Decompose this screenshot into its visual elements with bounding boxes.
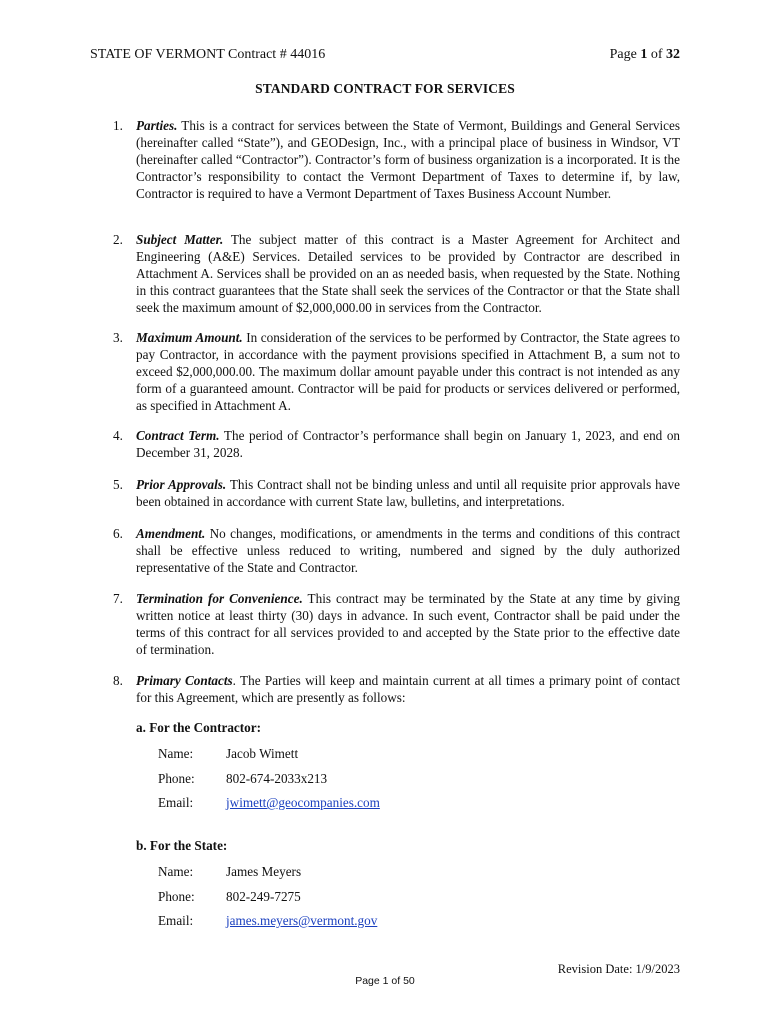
section-primary-contacts (113, 672, 680, 706)
contract-header: STATE OF VERMONT Contract # 44016 (90, 47, 326, 62)
section-subject-matter (113, 231, 680, 316)
state-email-link[interactable]: james.meyers@vermont.gov (226, 913, 378, 928)
section-parties (113, 117, 680, 202)
section-amendment (113, 525, 680, 576)
state-phone: 802-249-7275 (226, 889, 301, 904)
state-name: James Meyers (226, 864, 302, 879)
page-total: 32 (666, 47, 680, 62)
contractor-phone: 802-674-2033x213 (226, 771, 328, 786)
state-email-row (158, 913, 377, 929)
section-lead: Contract Term. (136, 428, 220, 443)
name-label: Name: (158, 746, 194, 761)
section-text: This Contract shall not be binding unless and until all requisite prior approvals have been obtained in accordance with current State law, bulletins, and interpretations. (136, 477, 680, 509)
state-name-row (158, 864, 301, 880)
contractor-name-row (158, 746, 298, 762)
section-lead: Termination for Convenience. (136, 591, 303, 606)
section-lead: Primary Contacts (136, 673, 233, 688)
state-phone-row (158, 889, 301, 905)
section-text: This is a contract for services between the State of Vermont, Buildings and General Services (hereinafter called “State”), and GEODesign, Inc., with a principal place of business in Windsor, VT (hereinafter called “Contractor”). Contractor’s form of business organization is a incorporated. It is the Contractor’s responsibility to contact the Vermont Department of Taxes to determine if, by law, Contractor is required to have a Vermont Department of Taxes Business Account Number. (136, 118, 680, 201)
contractor-phone-row (158, 771, 327, 787)
section-lead: Amendment. (136, 526, 206, 541)
section-maximum-amount (113, 329, 680, 414)
contractor-email-row (158, 795, 380, 811)
section-lead: Prior Approvals. (136, 477, 227, 492)
contractor-heading: a. For the Contractor: (136, 720, 261, 735)
phone-label: Phone: (158, 771, 195, 786)
section-lead: Parties. (136, 118, 178, 133)
section-number: 4. (113, 428, 123, 443)
section-text: The subject matter of this contract is a Master Agreement for Architect and Engineering (A&E) Services. Detailed services to be provided by Contractor are described in Attachment A. Services shall be provided on an as needed basis, when requested by the State. Nothing in this contract guarantees that the State shall seek the services of the Contractor or that the State shall seek the maximum amount of $2,000,000.00 in services from the Contractor. (136, 232, 681, 315)
section-lead: Subject Matter. (136, 232, 224, 247)
page-footer: Page 1 of 50 (355, 975, 415, 987)
section-text: No changes, modifications, or amendments in the terms and conditions of this contract shall be effective unless reduced to writing, numbered and signed by the duly authorized representative of the State and Contractor. (136, 526, 680, 575)
section-number: 1. (113, 118, 123, 133)
section-number: 8. (113, 673, 123, 688)
section-number: 2. (113, 232, 123, 247)
contractor-email-link[interactable]: jwimett@geocompanies.com (226, 795, 380, 810)
section-number: 7. (113, 591, 123, 606)
state-heading: b. For the State: (136, 838, 228, 853)
page-prefix: Page (609, 47, 641, 62)
name-label: Name: (158, 864, 194, 879)
section-text: In consideration of the services to be performed by Contractor, the State agrees to pay Contractor, in accordance with the payment provisions specified in Attachment B, a sum not to exceed $2,000,000.00. The maximum dollar amount payable under this contract is not intended as any form of a guaranteed amount. Contractor will be paid for products or services delivered or performed, as specified in Attachment A. (136, 330, 680, 413)
page-indicator (610, 47, 680, 63)
email-label: Email: (158, 795, 194, 810)
section-termination (113, 590, 680, 658)
contractor-name: Jacob Wimett (226, 746, 299, 761)
section-text: This contract may be terminated by the State at any time by giving written notice at least thirty (30) days in advance. In such event, Contractor shall be paid under the terms of this contract for all services provided to and accepted by the State prior to the effective date of termination. (136, 591, 680, 657)
email-label: Email: (158, 913, 194, 928)
page-current: 1 (640, 47, 648, 62)
section-lead: Maximum Amount. (136, 330, 243, 345)
page-title: STANDARD CONTRACT FOR SERVICES (255, 81, 515, 96)
section-text: . The Parties will keep and maintain current at all times a primary point of contact for this Agreement, which are presently as follows: (136, 673, 680, 705)
section-contract-term (113, 427, 680, 461)
section-number: 3. (113, 330, 123, 345)
section-prior-approvals (113, 476, 680, 510)
section-number: 6. (113, 526, 123, 541)
section-text: The period of Contractor’s performance shall begin on January 1, 2023, and end on December 31, 2028. (136, 428, 681, 460)
revision-date: Revision Date: 1/9/2023 (557, 962, 680, 976)
phone-label: Phone: (158, 889, 195, 904)
page-of: of (647, 47, 666, 62)
section-number: 5. (113, 477, 123, 492)
